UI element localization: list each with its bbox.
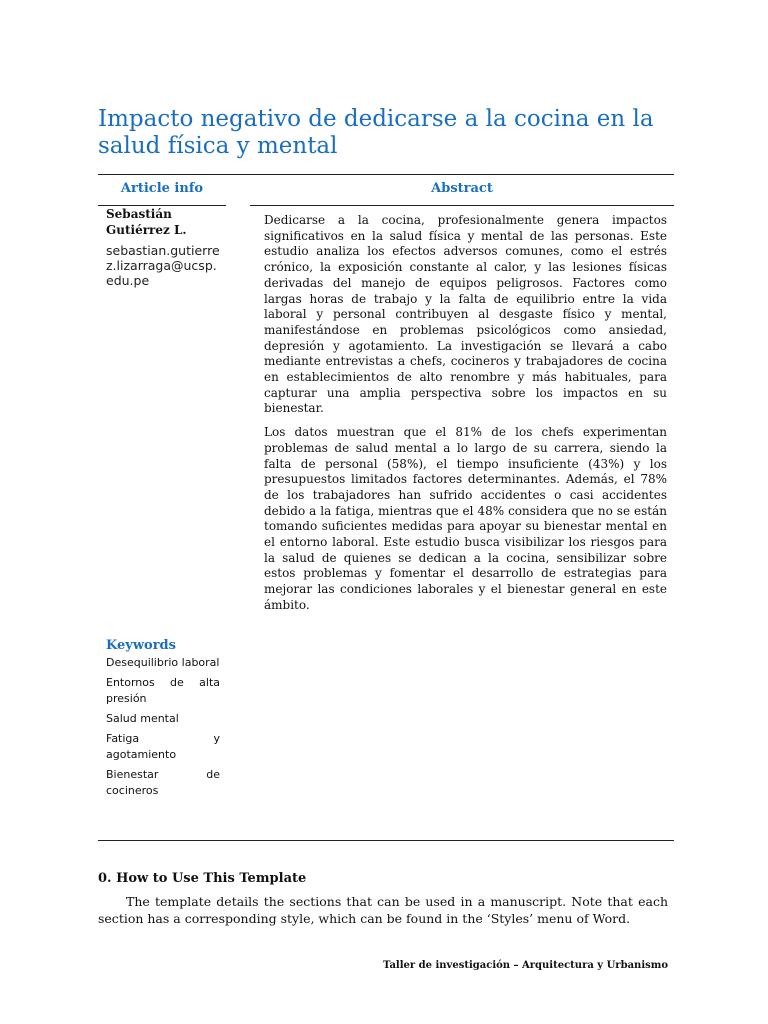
author-name: Sebastián Gutiérrez L. xyxy=(106,207,187,237)
abstract-paragraph: Dedicarse a la cocina, profesionalmente genera impactos significativos en la salud física y mental de las personas. Este estudio analiza los efectos adversos comunes, como el estrés crónico, la exposición constante al calor, y las lesiones físicas derivadas del manejo de equipos peligrosos. Factores como largas horas de trabajo y la falta de equilibrio entre la vida laboral y personal contribuyen al desgaste físico y mental, manifestándose en problemas psicológicos como ansiedad, depresión y agotamiento. La investigación se llevará a cabo mediante entrevistas a chefs, cocineros y trabajadores de cocina en establecimientos de alto renombre y más habituales, para capturar una amplia perspectiva sobre los impactos en su bienestar. xyxy=(264,213,667,416)
abstract-divider xyxy=(250,205,674,206)
keyword-item: Bienestar de cocineros xyxy=(106,768,220,797)
keyword-item: Salud mental xyxy=(106,712,179,725)
keyword-item: Entornos de alta presión xyxy=(106,676,220,705)
author-email: sebastian.gutierrez.lizarraga@ucsp.edu.pe xyxy=(106,243,220,288)
abstract-paragraph: Los datos muestran que el 81% de los chefs experimentan problemas de salud mental a lo largo de su carrera, siendo la falta de personal (58%), el tiempo insuficiente (43%) y los presupuestos limitados factores determinantes. Además, el 78% de los trabajadores han sufrido accidentes o casi accidentes debido a la fatiga, mientras que el 48% considera que no se están tomando suficientes medidas para apoyar su bienestar mental en el entorno laboral. Este estudio busca visibilizar los riesgos para la salud de quienes se dedican a la cocina, sensibilizar sobre estos problemas y fomentar el desarrollo de estrategias para mejorar las condiciones laborales y el bienestar general en este ámbito. xyxy=(264,425,667,612)
section-body: The template details the sections that can be used in a manuscript. Note that each section has a corresponding style, which can be found in the ‘Styles’ menu of Word. xyxy=(98,894,668,926)
section-title: 0. How to Use This Template xyxy=(98,871,307,886)
article-info-heading: Article info xyxy=(120,181,204,196)
keywords-list xyxy=(106,655,220,803)
keyword-item: Desequilibrio laboral xyxy=(106,656,220,669)
page-footer: Taller de investigación – Arquitectura y Urbanismo xyxy=(382,960,668,971)
abstract-body xyxy=(264,213,667,622)
top-divider xyxy=(98,174,674,175)
abstract-heading: Abstract xyxy=(431,181,493,196)
bottom-divider xyxy=(98,840,674,841)
keywords-heading: Keywords xyxy=(106,638,176,653)
paper-title: Impacto negativo de dedicarse a la cocina en la salud física y mental xyxy=(98,106,654,159)
keyword-item: Fatiga y agotamiento xyxy=(106,732,220,761)
